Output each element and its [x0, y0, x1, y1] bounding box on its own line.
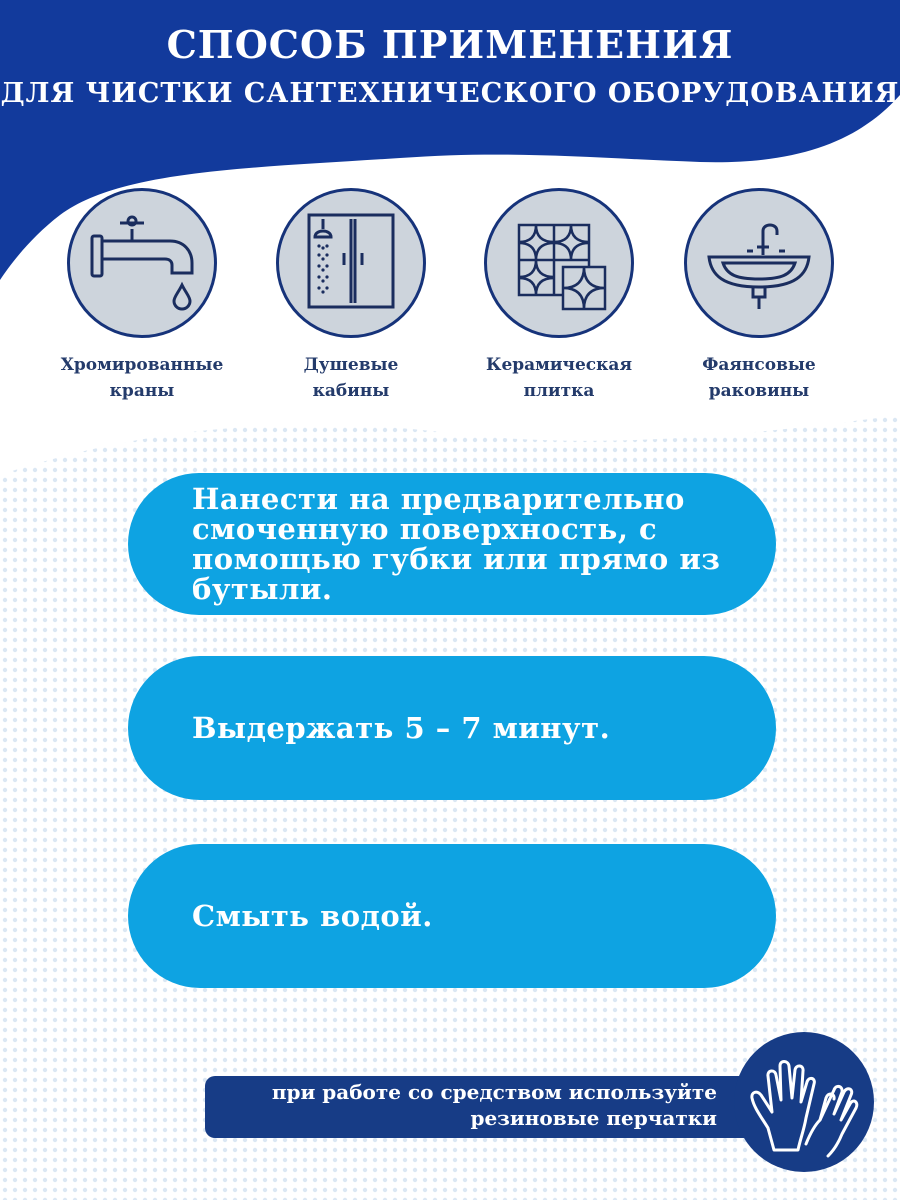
warning-text-line: при работе со средством используйте	[271, 1080, 717, 1104]
step-text: Нанести на предварительно смоченную поверхность, с помощью губки или прямо из бутыли.	[192, 482, 721, 606]
page-subtitle: ДЛЯ ЧИСТКИ САНТЕХНИЧЕСКОГО ОБОРУДОВАНИЯ	[0, 78, 900, 109]
category-label: Хромированные краны	[60, 355, 224, 401]
category-label: Фаянсовые раковины	[702, 355, 816, 401]
category-label: Керамическая плитка	[485, 355, 633, 401]
faucet-icon	[67, 188, 217, 338]
category-label: Душевые кабины	[303, 355, 399, 401]
page-title: СПОСОБ ПРИМЕНЕНИЯ	[166, 22, 734, 67]
ceramic-tile-icon	[484, 188, 634, 338]
step-text: Выдержать 5 – 7 минут.	[192, 711, 611, 745]
sink-icon	[684, 188, 834, 338]
step-rinse	[128, 844, 776, 988]
shower-cabin-icon	[276, 188, 426, 338]
step-wait	[128, 656, 776, 800]
gloves-icon	[734, 1032, 874, 1172]
step-apply	[128, 473, 776, 615]
gloves-warning-banner	[205, 1076, 765, 1138]
step-text: Смыть водой.	[192, 899, 433, 933]
warning-text-line: резиновые перчатки	[470, 1106, 717, 1130]
